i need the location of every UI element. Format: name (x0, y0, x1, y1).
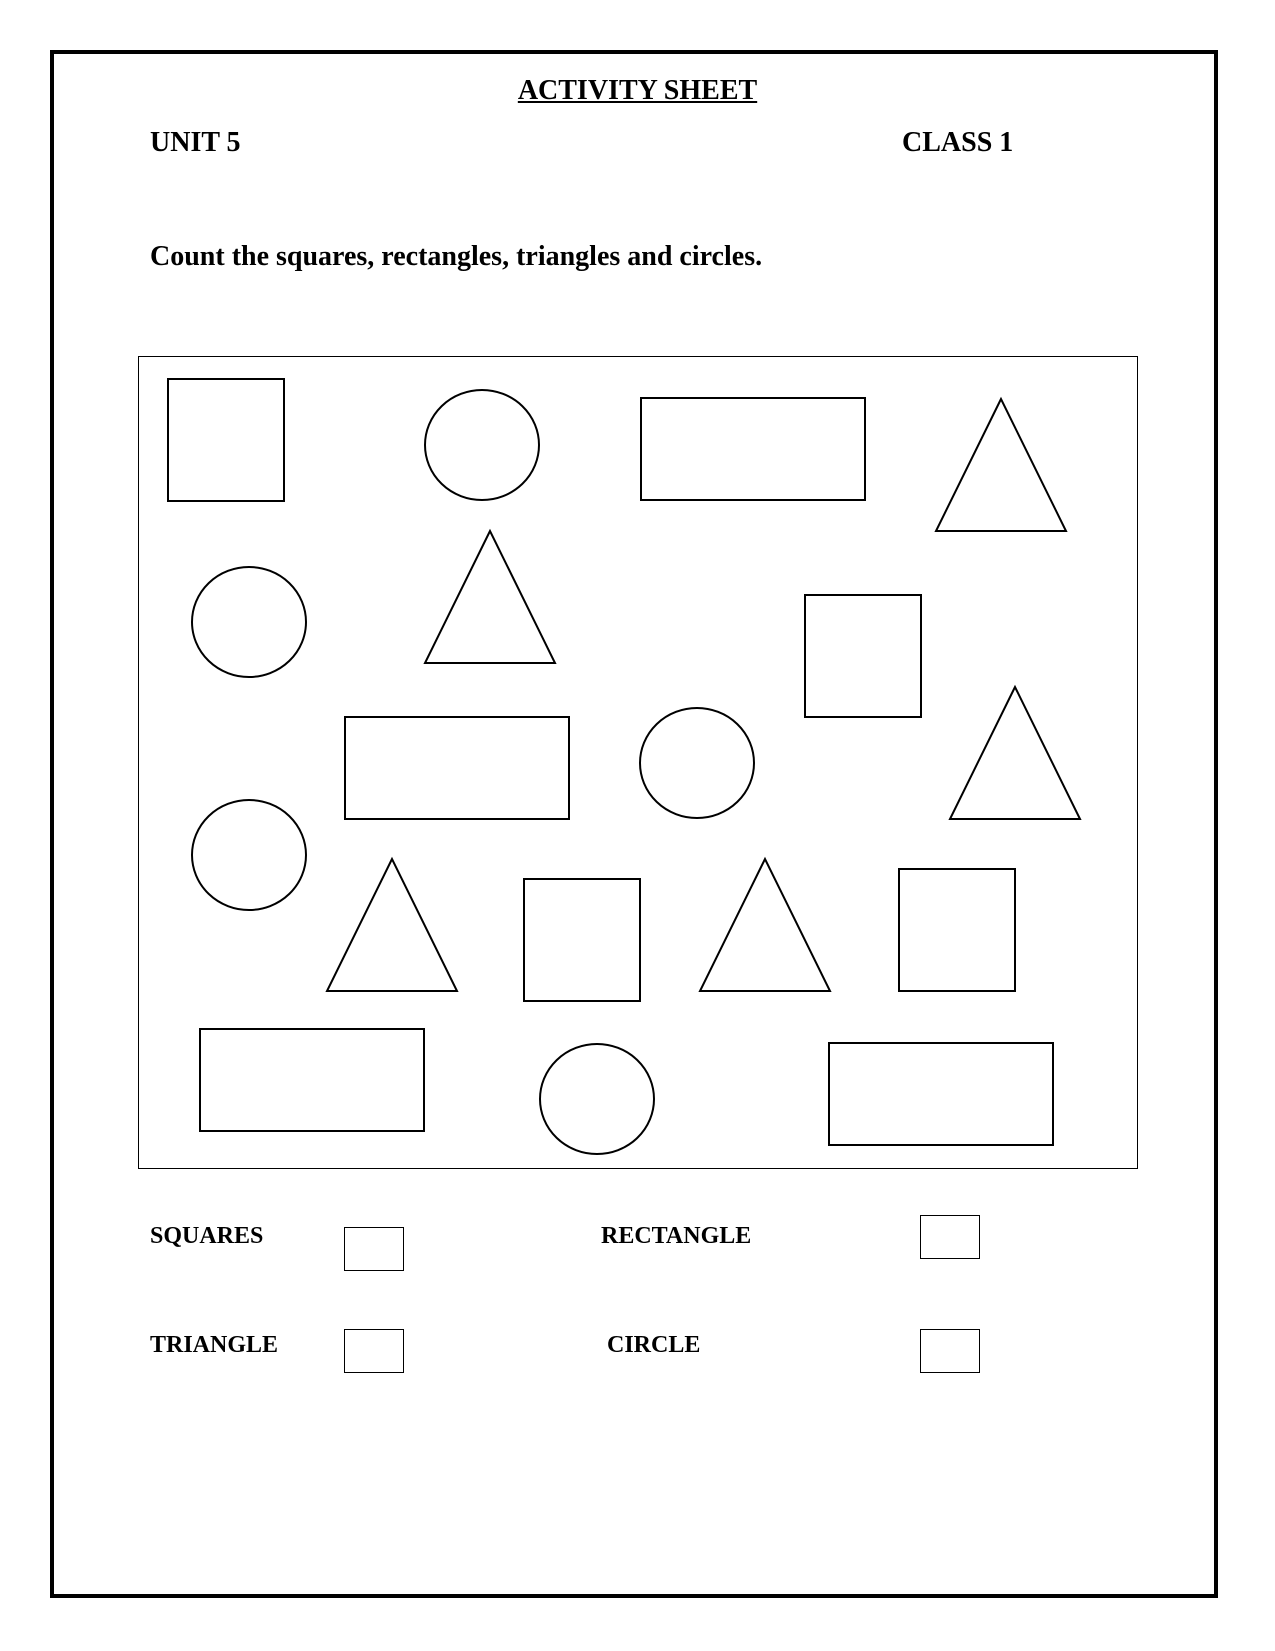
circle-shape (425, 390, 539, 500)
triangle-shape (425, 531, 555, 663)
squares-label: SQUARES (150, 1223, 264, 1249)
square-shape (524, 879, 640, 1001)
rectangle-shape (200, 1029, 424, 1131)
circle-shape (192, 567, 306, 677)
unit-label: UNIT 5 (150, 127, 241, 158)
rectangle-shape (641, 398, 865, 500)
triangle-shape (327, 859, 457, 991)
circle-shape (192, 800, 306, 910)
square-shape (805, 595, 921, 717)
triangle-shape (950, 687, 1080, 819)
triangle-shape (936, 399, 1066, 531)
circle-label: CIRCLE (607, 1332, 701, 1358)
shapes-canvas (139, 357, 1139, 1170)
triangle-answer-box[interactable] (344, 1329, 404, 1373)
rectangle-shape (829, 1043, 1053, 1145)
instruction-text: Count the squares, rectangles, triangles and circles. (150, 241, 763, 272)
rectangle-shape (345, 717, 569, 819)
rectangle-label: RECTANGLE (601, 1223, 752, 1249)
rectangle-answer-box[interactable] (920, 1215, 980, 1259)
circle-shape (540, 1044, 654, 1154)
class-label: CLASS 1 (902, 127, 1014, 158)
triangle-shape (700, 859, 830, 991)
square-shape (168, 379, 284, 501)
circle-answer-box[interactable] (920, 1329, 980, 1373)
triangle-label: TRIANGLE (150, 1332, 279, 1358)
circle-shape (640, 708, 754, 818)
shape-frame (138, 356, 1138, 1169)
sheet-title: ACTIVITY SHEET (517, 75, 758, 106)
squares-answer-box[interactable] (344, 1227, 404, 1271)
square-shape (899, 869, 1015, 991)
